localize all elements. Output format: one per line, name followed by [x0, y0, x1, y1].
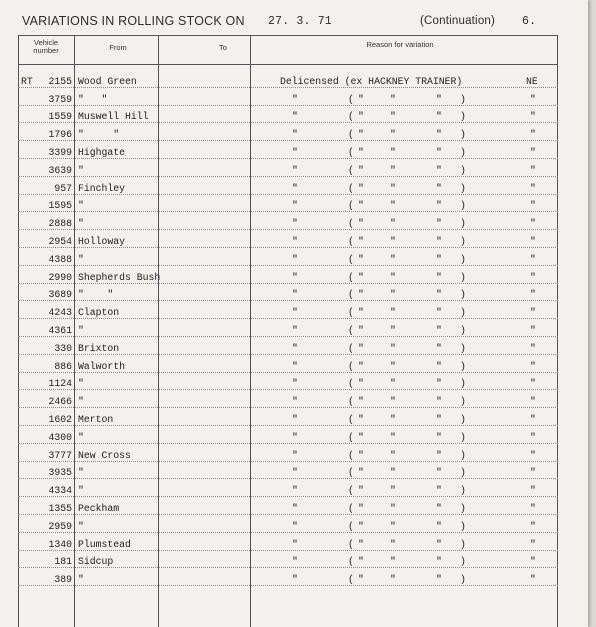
- ditto-mark: ": [390, 129, 396, 141]
- ditto-mark: ": [436, 218, 442, 230]
- table-row: [18, 337, 558, 355]
- ditto-mark: ": [390, 182, 396, 194]
- from-garage: ": [78, 431, 84, 443]
- ditto-mark: ": [292, 271, 298, 283]
- ditto-mark: ": [390, 146, 396, 158]
- bracket: (: [348, 129, 354, 141]
- ditto-mark: ": [390, 574, 396, 586]
- ditto-mark: ": [530, 396, 536, 408]
- ditto-mark: ": [292, 111, 298, 123]
- bracket: (: [348, 200, 354, 212]
- ditto-mark: ": [390, 556, 396, 568]
- table-row: [18, 426, 558, 444]
- from-garage: Plumstead: [78, 538, 131, 550]
- ditto-mark: ": [358, 538, 364, 550]
- from-garage: Clapton: [78, 307, 120, 319]
- from-garage: Finchley: [78, 182, 126, 194]
- ditto-mark: ": [358, 396, 364, 408]
- from-garage: Brixton: [78, 342, 120, 354]
- ditto-mark: ": [530, 182, 536, 194]
- report-date: 27. 3. 71: [268, 15, 332, 28]
- ditto-mark: ": [390, 253, 396, 265]
- ditto-mark: ": [292, 449, 298, 461]
- from-garage: Walworth: [78, 360, 126, 372]
- bracket: (: [348, 218, 354, 230]
- ditto-mark: ": [358, 289, 364, 301]
- ditto-mark: ": [436, 324, 442, 336]
- vehicle-number: 4334: [48, 485, 72, 497]
- from-garage: New Cross: [78, 449, 131, 461]
- bracket: ): [460, 146, 466, 158]
- table-row: [18, 106, 558, 124]
- ditto-mark: ": [436, 111, 442, 123]
- bracket: (: [348, 520, 354, 532]
- bracket: ): [460, 253, 466, 265]
- ditto-mark: ": [530, 378, 536, 390]
- table-row: [18, 230, 558, 248]
- ditto-mark: ": [292, 342, 298, 354]
- ditto-mark: ": [436, 378, 442, 390]
- vehicle-number: 181: [54, 556, 72, 568]
- table-row: [18, 462, 558, 480]
- vehicle-number: 4361: [48, 324, 72, 336]
- vehicle-number: 3935: [48, 467, 72, 479]
- ditto-mark: ": [358, 574, 364, 586]
- ditto-mark: ": [292, 324, 298, 336]
- ditto-mark: ": [358, 467, 364, 479]
- ditto-mark: ": [292, 235, 298, 247]
- vehicle-number: 3689: [48, 289, 72, 301]
- from-garage: " ": [78, 93, 108, 105]
- ditto-mark: ": [530, 360, 536, 372]
- from-garage: " ": [78, 289, 114, 301]
- ditto-mark: ": [530, 200, 536, 212]
- bracket: ): [460, 182, 466, 194]
- ditto-mark: ": [390, 431, 396, 443]
- table-row: [18, 373, 558, 391]
- ditto-mark: ": [390, 271, 396, 283]
- table-row: [18, 248, 558, 266]
- ditto-mark: ": [292, 485, 298, 497]
- from-garage: Merton: [78, 413, 114, 425]
- ditto-mark: ": [436, 413, 442, 425]
- table-row: [18, 301, 558, 319]
- ditto-mark: ": [530, 307, 536, 319]
- ditto-mark: ": [530, 289, 536, 301]
- table-row: [18, 444, 558, 462]
- from-garage: Holloway: [78, 235, 126, 247]
- bracket: ): [460, 164, 466, 176]
- ditto-mark: ": [292, 93, 298, 105]
- bracket: ): [460, 413, 466, 425]
- ditto-mark: ": [436, 431, 442, 443]
- ditto-mark: ": [390, 200, 396, 212]
- table-row: [18, 70, 558, 88]
- ditto-mark: ": [292, 431, 298, 443]
- ditto-mark: ": [436, 574, 442, 586]
- bracket: ): [460, 538, 466, 550]
- page-title: VARIATIONS IN ROLLING STOCK ON: [22, 14, 245, 28]
- table-row: [18, 141, 558, 159]
- from-garage: ": [78, 574, 84, 586]
- ditto-mark: ": [530, 574, 536, 586]
- vehicle-number: 957: [54, 182, 72, 194]
- ditto-mark: ": [530, 538, 536, 550]
- bracket: ): [460, 324, 466, 336]
- table-row: [18, 355, 558, 373]
- bracket: (: [348, 253, 354, 265]
- bracket: ): [460, 431, 466, 443]
- ditto-mark: ": [436, 200, 442, 212]
- bracket: ): [460, 449, 466, 461]
- from-garage: ": [78, 218, 84, 230]
- bracket: ): [460, 129, 466, 141]
- ditto-mark: ": [436, 307, 442, 319]
- vehicle-number: 3777: [48, 449, 72, 461]
- bracket: (: [348, 360, 354, 372]
- vehicle-number: 1602: [48, 413, 72, 425]
- vehicle-number: 1796: [48, 129, 72, 141]
- bracket: (: [348, 235, 354, 247]
- bracket: (: [348, 93, 354, 105]
- table-row: [18, 123, 558, 141]
- ditto-mark: ": [358, 164, 364, 176]
- bracket: ): [460, 485, 466, 497]
- ditto-mark: ": [292, 413, 298, 425]
- ditto-mark: ": [358, 378, 364, 390]
- ditto-mark: ": [530, 235, 536, 247]
- ditto-mark: ": [292, 129, 298, 141]
- table-row: [18, 319, 558, 337]
- bracket: ): [460, 396, 466, 408]
- bracket: ): [460, 520, 466, 532]
- ditto-mark: ": [358, 342, 364, 354]
- ditto-mark: ": [436, 235, 442, 247]
- ditto-mark: ": [390, 164, 396, 176]
- from-garage: ": [78, 164, 84, 176]
- ditto-mark: ": [436, 253, 442, 265]
- bracket: (: [348, 467, 354, 479]
- bracket: (: [348, 342, 354, 354]
- table-row: [18, 408, 558, 426]
- ditto-mark: ": [530, 111, 536, 123]
- table-row: [18, 515, 558, 533]
- column-header-from: From: [109, 43, 127, 52]
- vehicle-number: 886: [54, 360, 72, 372]
- ditto-mark: ": [292, 502, 298, 514]
- destination-code: NE: [526, 75, 538, 87]
- ditto-mark: ": [530, 218, 536, 230]
- ditto-mark: ": [530, 253, 536, 265]
- vehicle-number: 389: [54, 574, 72, 586]
- vehicle-number: 2959: [48, 520, 72, 532]
- ditto-mark: ": [292, 182, 298, 194]
- ditto-mark: ": [358, 502, 364, 514]
- ditto-mark: ": [358, 200, 364, 212]
- table-row: [18, 568, 558, 586]
- from-garage: ": [78, 200, 84, 212]
- bracket: ): [460, 289, 466, 301]
- bracket: ): [460, 218, 466, 230]
- table-row: [18, 479, 558, 497]
- bracket: (: [348, 413, 354, 425]
- from-garage: Wood Green: [78, 75, 137, 87]
- ditto-mark: ": [390, 396, 396, 408]
- vehicle-number: 330: [54, 342, 72, 354]
- bracket: (: [348, 324, 354, 336]
- ditto-mark: ": [390, 378, 396, 390]
- from-garage: ": [78, 396, 84, 408]
- table-row: [18, 284, 558, 302]
- table-row: [18, 390, 558, 408]
- ditto-mark: ": [292, 164, 298, 176]
- page-number: 6.: [522, 15, 537, 28]
- from-garage: ": [78, 378, 84, 390]
- bracket: (: [348, 271, 354, 283]
- vehicle-number: 4243: [48, 307, 72, 319]
- column-header-reason: Reason for variation: [366, 40, 434, 49]
- ditto-mark: ": [530, 271, 536, 283]
- bracket: ): [460, 342, 466, 354]
- ditto-mark: ": [530, 431, 536, 443]
- ditto-mark: ": [358, 253, 364, 265]
- bracket: (: [348, 307, 354, 319]
- ditto-mark: ": [436, 164, 442, 176]
- column-header-to: To: [219, 43, 227, 52]
- bracket: ): [460, 200, 466, 212]
- bracket: (: [348, 396, 354, 408]
- ditto-mark: ": [292, 467, 298, 479]
- ditto-mark: ": [292, 218, 298, 230]
- ditto-mark: ": [292, 556, 298, 568]
- ditto-mark: ": [358, 485, 364, 497]
- table-row: [18, 159, 558, 177]
- ditto-mark: ": [358, 271, 364, 283]
- bracket: (: [348, 538, 354, 550]
- from-garage: ": [78, 467, 84, 479]
- ditto-mark: ": [358, 324, 364, 336]
- ditto-mark: ": [292, 396, 298, 408]
- vehicle-number: 2990: [48, 271, 72, 283]
- vehicle-number: 2466: [48, 396, 72, 408]
- ditto-mark: ": [436, 289, 442, 301]
- ditto-mark: ": [358, 431, 364, 443]
- bracket: ): [460, 467, 466, 479]
- ditto-mark: ": [390, 538, 396, 550]
- ditto-mark: ": [358, 182, 364, 194]
- bracket: ): [460, 556, 466, 568]
- bracket: ): [460, 574, 466, 586]
- ditto-mark: ": [530, 342, 536, 354]
- vehicle-number: 4300: [48, 431, 72, 443]
- from-garage: ": [78, 485, 84, 497]
- bracket: (: [348, 431, 354, 443]
- table-row: [18, 177, 558, 195]
- vehicle-number: 2155: [48, 75, 72, 87]
- table-row: [18, 497, 558, 515]
- ditto-mark: ": [436, 520, 442, 532]
- ditto-mark: ": [358, 449, 364, 461]
- bracket: (: [348, 502, 354, 514]
- from-garage: ": [78, 324, 84, 336]
- bracket: ): [460, 93, 466, 105]
- vehicle-number: 1595: [48, 200, 72, 212]
- vehicle-number: 1559: [48, 111, 72, 123]
- ditto-mark: ": [436, 182, 442, 194]
- bracket: ): [460, 502, 466, 514]
- ditto-mark: ": [358, 520, 364, 532]
- vehicle-number: 3639: [48, 164, 72, 176]
- ditto-mark: ": [292, 520, 298, 532]
- ditto-mark: ": [358, 146, 364, 158]
- ditto-mark: ": [436, 396, 442, 408]
- table-row: [18, 88, 558, 106]
- ditto-mark: ": [292, 146, 298, 158]
- ditto-mark: ": [358, 111, 364, 123]
- bracket: (: [348, 164, 354, 176]
- vehicle-type-prefix: RT: [21, 75, 33, 87]
- table-row: [18, 212, 558, 230]
- from-garage: Peckham: [78, 502, 120, 514]
- vehicle-number: 2888: [48, 218, 72, 230]
- ditto-mark: ": [530, 129, 536, 141]
- ditto-mark: ": [390, 342, 396, 354]
- ditto-mark: ": [390, 467, 396, 479]
- bracket: (: [348, 485, 354, 497]
- bracket: (: [348, 378, 354, 390]
- ditto-mark: ": [390, 413, 396, 425]
- ditto-mark: ": [358, 93, 364, 105]
- ditto-mark: ": [390, 218, 396, 230]
- bracket: (: [348, 182, 354, 194]
- ditto-mark: ": [436, 129, 442, 141]
- ditto-mark: ": [390, 307, 396, 319]
- ditto-mark: ": [358, 556, 364, 568]
- vehicle-number: 1355: [48, 502, 72, 514]
- ditto-mark: ": [530, 502, 536, 514]
- ditto-mark: ": [390, 485, 396, 497]
- ditto-mark: ": [530, 556, 536, 568]
- ditto-mark: ": [292, 289, 298, 301]
- ditto-mark: ": [436, 449, 442, 461]
- table-row: [18, 551, 558, 569]
- ditto-mark: ": [292, 200, 298, 212]
- ditto-mark: ": [292, 538, 298, 550]
- column-header-vehicle: Vehicle number: [33, 38, 59, 55]
- vehicle-number: 1340: [48, 538, 72, 550]
- ditto-mark: ": [358, 218, 364, 230]
- bracket: ): [460, 307, 466, 319]
- from-garage: Shepherds Bush: [78, 271, 161, 283]
- bracket: (: [348, 289, 354, 301]
- from-garage: ": [78, 520, 84, 532]
- ditto-mark: ": [358, 235, 364, 247]
- ditto-mark: ": [436, 271, 442, 283]
- ditto-mark: ": [292, 307, 298, 319]
- vehicle-number: 2954: [48, 235, 72, 247]
- ditto-mark: ": [436, 146, 442, 158]
- table-row: [18, 195, 558, 213]
- bracket: (: [348, 574, 354, 586]
- bracket: ): [460, 235, 466, 247]
- from-garage: Highgate: [78, 146, 126, 158]
- vehicle-number: 1124: [48, 378, 72, 390]
- ditto-mark: ": [358, 413, 364, 425]
- bracket: (: [348, 449, 354, 461]
- ditto-mark: ": [530, 467, 536, 479]
- vehicle-number: 3759: [48, 93, 72, 105]
- bracket: ): [460, 360, 466, 372]
- ditto-mark: ": [390, 235, 396, 247]
- ditto-mark: ": [292, 360, 298, 372]
- bracket: ): [460, 111, 466, 123]
- ditto-mark: ": [390, 289, 396, 301]
- ditto-mark: ": [292, 378, 298, 390]
- from-garage: Muswell Hill: [78, 111, 149, 123]
- ditto-mark: ": [390, 360, 396, 372]
- from-garage: Sidcup: [78, 556, 114, 568]
- ditto-mark: ": [436, 360, 442, 372]
- ditto-mark: ": [390, 324, 396, 336]
- ditto-mark: ": [436, 342, 442, 354]
- ditto-mark: ": [530, 164, 536, 176]
- ditto-mark: ": [358, 129, 364, 141]
- ditto-mark: ": [390, 93, 396, 105]
- ditto-mark: ": [390, 111, 396, 123]
- table-row: [18, 533, 558, 551]
- ditto-mark: ": [390, 520, 396, 532]
- ditto-mark: ": [358, 307, 364, 319]
- from-garage: " ": [78, 129, 120, 141]
- bracket: ): [460, 378, 466, 390]
- ditto-mark: ": [358, 360, 364, 372]
- vehicle-number: 4388: [48, 253, 72, 265]
- ditto-mark: ": [436, 502, 442, 514]
- table-row: [18, 266, 558, 284]
- reason-text: Delicensed (ex HACKNEY TRAINER): [280, 75, 463, 87]
- ditto-mark: ": [436, 485, 442, 497]
- ditto-mark: ": [436, 538, 442, 550]
- ditto-mark: ": [530, 413, 536, 425]
- bracket: ): [460, 271, 466, 283]
- bracket: (: [348, 556, 354, 568]
- bracket: (: [348, 146, 354, 158]
- ditto-mark: ": [530, 146, 536, 158]
- stock-table: [18, 35, 558, 627]
- ditto-mark: ": [436, 467, 442, 479]
- ditto-mark: ": [530, 324, 536, 336]
- ditto-mark: ": [530, 520, 536, 532]
- ditto-mark: ": [390, 449, 396, 461]
- ditto-mark: ": [530, 93, 536, 105]
- ditto-mark: ": [292, 253, 298, 265]
- continuation-label: (Continuation): [420, 15, 496, 27]
- bracket: (: [348, 111, 354, 123]
- ditto-mark: ": [530, 485, 536, 497]
- ditto-mark: ": [390, 502, 396, 514]
- ditto-mark: ": [436, 556, 442, 568]
- ditto-mark: ": [436, 93, 442, 105]
- ditto-mark: ": [530, 449, 536, 461]
- from-garage: ": [78, 253, 84, 265]
- vehicle-number: 3399: [48, 146, 72, 158]
- ditto-mark: ": [292, 574, 298, 586]
